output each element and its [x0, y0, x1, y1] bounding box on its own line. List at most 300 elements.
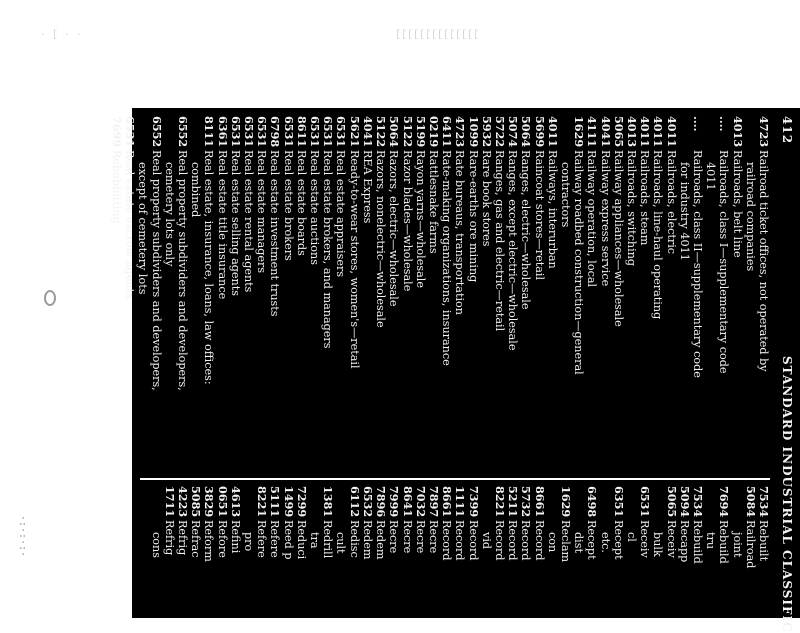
sic-code: 6531	[638, 486, 653, 518]
industry-description: Real estate appraisers	[334, 150, 348, 278]
sic-code: 5065	[611, 116, 626, 148]
industry-description: Real estate brokers	[281, 150, 295, 261]
index-entry	[651, 486, 664, 618]
sic-code: 5211	[506, 486, 521, 518]
index-entry	[730, 116, 743, 476]
sic-code: 6411	[440, 116, 455, 148]
sic-code: 6531	[281, 116, 296, 148]
index-entry	[163, 486, 176, 618]
index-entry	[585, 486, 598, 618]
sic-code: 5932	[479, 116, 494, 148]
industry-description: Railway roadbed construction—general	[572, 150, 586, 375]
industry-description: con	[545, 532, 559, 553]
industry-description: pro	[242, 532, 256, 552]
industry-description: Receiv	[664, 520, 678, 558]
index-entry	[281, 116, 294, 476]
industry-description: Rayon yarns—wholesale	[413, 150, 427, 288]
industry-description: Railroads, line-haul operating	[651, 150, 665, 320]
sic-code: 7896	[374, 486, 389, 518]
scan-mark-left: · [ · ·	[40, 30, 83, 41]
index-entry	[757, 486, 770, 618]
sic-code: 5122	[400, 116, 415, 148]
industry-description: Railroads, class I—supplementary code	[717, 150, 731, 374]
sic-code: 7399	[466, 486, 481, 518]
sic-code: 8221	[255, 486, 270, 518]
industry-description: Railroads, switching	[624, 150, 638, 267]
sic-code	[242, 486, 255, 520]
index-entry	[598, 116, 611, 476]
industry-description: Recre	[387, 520, 401, 554]
industry-description: Refrig	[176, 520, 190, 556]
sic-code: 6112	[347, 486, 362, 518]
index-entry	[268, 486, 281, 618]
sic-code: 0651	[215, 486, 230, 518]
sic-code: 7699	[110, 116, 125, 148]
industry-description: Recre	[413, 520, 427, 554]
industry-description: Railroads, belt line	[730, 150, 744, 258]
industry-description: Real estate brokers, and managers	[321, 150, 335, 349]
sic-code: 5111	[268, 486, 283, 518]
sic-code: 1099	[466, 116, 481, 148]
index-entry	[229, 486, 242, 618]
sic-code: 4111	[585, 116, 600, 148]
industry-description: combined	[189, 162, 203, 218]
sic-code: 1629	[572, 116, 587, 148]
sic-code	[189, 116, 202, 150]
industry-description: tra	[308, 532, 322, 549]
industry-description: joint	[730, 532, 744, 558]
index-entry	[664, 486, 677, 618]
index-entry	[163, 116, 176, 476]
index-entry	[202, 486, 215, 618]
index-entry	[255, 486, 268, 618]
industry-description: Reed p	[281, 520, 295, 560]
industry-description: cl	[624, 532, 638, 542]
index-column-left	[110, 116, 770, 476]
industry-description: Railway operation, local	[585, 150, 599, 288]
index-entry	[493, 116, 506, 476]
industry-description: Railroads, class II—supplementary code	[690, 150, 704, 378]
sic-code: 7534	[757, 486, 771, 518]
industry-description: Recept	[585, 520, 599, 560]
sic-code: 4223	[176, 486, 191, 518]
industry-description: Rattlesnake farms	[426, 150, 440, 254]
sic-code	[572, 486, 585, 520]
industry-description: contractors	[558, 162, 572, 228]
industry-description: Rate-making organizations, insurance	[440, 150, 454, 366]
index-entry	[215, 486, 228, 618]
page-number: 412	[780, 116, 794, 145]
index-entry	[176, 486, 189, 618]
index-entry	[612, 116, 625, 476]
index-entry	[440, 116, 453, 476]
index-entry	[572, 116, 585, 476]
page-header	[776, 116, 794, 633]
index-entry	[480, 486, 493, 618]
index-entry	[321, 486, 334, 618]
sic-code: 1629	[558, 486, 573, 518]
sic-code	[480, 486, 493, 520]
industry-description: Real estate rental agents	[242, 150, 256, 293]
index-entry	[625, 116, 638, 476]
sic-code: ....	[690, 116, 705, 132]
index-entry	[532, 486, 545, 618]
index-entry	[440, 486, 453, 618]
industry-description: Record	[519, 520, 533, 561]
index-entry	[691, 116, 704, 476]
industry-description: Real estate boards	[294, 150, 308, 256]
index-entry	[123, 116, 136, 476]
index-entry	[242, 116, 255, 476]
industry-description: Reduci	[294, 520, 308, 560]
index-entry	[308, 486, 321, 618]
industry-description: Ranges, gas and electric—retail	[492, 150, 506, 332]
sic-code: 5199	[413, 116, 428, 148]
index-entry	[678, 486, 691, 618]
index-entry	[176, 116, 189, 476]
industry-description: Receiv	[638, 520, 652, 558]
industry-description: Razors, nonelectric—wholesale	[374, 150, 388, 328]
industry-description: Reform	[202, 520, 216, 562]
industry-description: railroad companies	[743, 162, 757, 272]
sic-code	[149, 486, 162, 520]
running-head: STANDARD INDUSTRIAL CLASSIFIC	[780, 356, 794, 633]
index-entry	[334, 486, 347, 618]
industry-description: vid	[479, 532, 493, 550]
sic-code: 7534	[690, 486, 705, 518]
sic-code: 6531	[321, 116, 336, 148]
industry-description: Record	[466, 520, 480, 561]
index-entry	[453, 116, 466, 476]
sic-code: 4041	[360, 116, 375, 148]
index-entry	[625, 486, 638, 618]
index-entry	[546, 486, 559, 618]
industry-description: Refini	[228, 520, 242, 554]
index-entry	[400, 486, 413, 618]
sic-code	[730, 486, 743, 520]
index-entry	[757, 116, 770, 476]
sic-code	[704, 116, 717, 150]
sic-code	[651, 486, 664, 520]
sic-code: 6552	[149, 116, 164, 148]
industry-description: for industry 4011	[677, 162, 691, 261]
index-entry	[572, 486, 585, 618]
index-entry	[255, 116, 268, 476]
index-entry	[295, 116, 308, 476]
industry-description: Real property subdividers and developers,	[176, 150, 190, 391]
index-entry	[334, 116, 347, 476]
rotated-page-content	[110, 108, 800, 633]
sic-code: 5732	[519, 486, 534, 518]
index-entry	[281, 486, 294, 618]
industry-description: Razors, electric—wholesale	[387, 150, 401, 307]
index-entry	[361, 486, 374, 618]
index-entry	[704, 486, 717, 618]
scanned-page	[110, 108, 800, 633]
sic-code: 5699	[532, 116, 547, 148]
industry-description: Redrill	[321, 520, 335, 559]
industry-description: Ranges, electric—wholesale	[519, 150, 533, 310]
sic-code: 7694	[717, 486, 732, 518]
industry-description: Rare book stores	[479, 150, 493, 247]
sic-code: 7032	[413, 486, 428, 518]
index-entry	[414, 116, 427, 476]
sic-code: 8611	[294, 116, 309, 148]
sic-code: 5085	[189, 486, 204, 518]
sic-code	[546, 486, 559, 520]
sic-code	[163, 116, 176, 150]
industry-description: bulk	[651, 532, 665, 557]
sic-code: 5084	[743, 486, 758, 518]
sic-code: 7299	[294, 486, 309, 518]
industry-description: Railway express service	[598, 150, 612, 287]
index-entry	[678, 116, 691, 476]
index-entry	[149, 116, 162, 476]
sic-code	[308, 486, 321, 520]
index-entry	[744, 116, 757, 476]
industry-description: Refrig	[162, 520, 176, 556]
index-entry	[559, 486, 572, 618]
scan-side-smudge: ·:·:·:·	[17, 515, 28, 558]
sic-code	[136, 116, 149, 150]
index-entry	[519, 486, 532, 618]
index-entry	[268, 116, 281, 476]
index-entry	[295, 486, 308, 618]
index-entry	[519, 116, 532, 476]
sic-code: 6798	[268, 116, 283, 148]
sic-code: 5621	[347, 116, 362, 148]
industry-description: Railroad ticket offices, not operated by	[757, 150, 770, 372]
sic-code: 6531	[255, 116, 270, 148]
sic-code: 8661	[440, 486, 455, 518]
industry-description: Record	[440, 520, 454, 561]
column-divider	[140, 478, 770, 480]
index-entry	[387, 486, 400, 618]
industry-description: dist	[572, 532, 586, 553]
sic-code: 4011	[664, 116, 679, 148]
sic-code: 5064	[387, 116, 402, 148]
sic-code: 6531	[334, 116, 349, 148]
index-entry	[717, 116, 730, 476]
industry-description: Recapp	[677, 520, 691, 563]
index-entry	[414, 486, 427, 618]
industry-description: Real estate investment trusts	[268, 150, 282, 317]
industry-description: Ranges, except electric—wholesale	[506, 150, 520, 351]
sic-code: 5064	[519, 116, 534, 148]
sic-code: 5094	[677, 486, 692, 518]
industry-description: Rebuild	[690, 520, 704, 564]
index-entry	[532, 116, 545, 476]
index-entry	[242, 486, 255, 618]
industry-description: Redem	[360, 520, 374, 560]
industry-description: tru	[704, 532, 718, 550]
industry-description: Real estate auctions	[308, 150, 322, 265]
index-entry	[638, 486, 651, 618]
index-entry	[387, 116, 400, 476]
industry-description: Recept	[611, 520, 625, 560]
index-entry	[149, 486, 162, 618]
scan-top-marks	[40, 30, 560, 46]
sic-code: 6532	[360, 486, 375, 518]
sic-code: 7999	[387, 486, 402, 518]
sic-code: 4013	[730, 116, 745, 148]
sic-code: 8641	[400, 486, 415, 518]
industry-description: Redisc	[347, 520, 361, 558]
index-entry	[136, 116, 149, 476]
index-entry	[612, 486, 625, 618]
index-entry	[466, 116, 479, 476]
index-entry	[361, 116, 374, 476]
industry-description: Refrac	[189, 520, 203, 558]
index-entry	[229, 116, 242, 476]
sic-code: 4613	[228, 486, 243, 518]
sic-code: 5074	[506, 116, 521, 148]
index-entry	[215, 116, 228, 476]
sic-code: 1711	[162, 486, 177, 518]
index-entry	[110, 116, 123, 476]
index-entry	[598, 486, 611, 618]
sic-code: 1499	[281, 486, 296, 518]
industry-description: Record	[532, 520, 546, 561]
scan-mark-center: [[[[[[[[[[[[[[	[395, 30, 480, 41]
index-entry	[480, 116, 493, 476]
industry-description: Real property subdividers and developers,	[149, 150, 163, 391]
industry-description: Real estate escrow agents	[123, 150, 137, 299]
industry-description: Record	[453, 520, 467, 561]
sic-code: 8111	[202, 116, 217, 148]
industry-description: Razor blades—wholesale	[400, 150, 414, 292]
industry-description: Refere	[255, 520, 269, 558]
industry-description: Recre	[426, 520, 440, 554]
index-entry	[400, 116, 413, 476]
industry-description: Rebuild	[717, 520, 731, 564]
industry-description: Rebabbitting	[110, 150, 124, 224]
sic-code: 4723	[757, 116, 771, 148]
sic-code: 6531	[308, 116, 323, 148]
index-entry	[638, 116, 651, 476]
sic-code: 3829	[202, 486, 217, 518]
sic-code	[678, 116, 691, 150]
index-entry	[189, 116, 202, 476]
index-entry	[321, 116, 334, 476]
sic-code: 5722	[492, 116, 507, 148]
industry-description: Real estate, insurance, loans, law offices:	[202, 150, 216, 385]
sic-code: 8661	[532, 486, 547, 518]
index-entry	[348, 486, 361, 618]
industry-description: Rate bureaus, transportation	[453, 150, 467, 315]
industry-description: Raincoat stores—retail	[532, 150, 546, 281]
index-entry	[466, 486, 479, 618]
sic-code: 6531	[123, 116, 138, 148]
sic-code: 4011	[651, 116, 666, 148]
industry-description: Refore	[215, 520, 229, 558]
index-entry	[427, 116, 440, 476]
sic-code: 6531	[228, 116, 243, 148]
industry-description: 4011	[704, 162, 718, 191]
index-entry	[744, 486, 757, 618]
sic-code: 4011	[638, 116, 653, 148]
sic-code: 8221	[492, 486, 507, 518]
industry-description: Record	[492, 520, 506, 561]
industry-description: Railroads, steam	[638, 150, 652, 246]
index-column-right	[149, 486, 770, 618]
industry-description: Rebuilt	[757, 520, 770, 562]
industry-description: Recre	[400, 520, 414, 554]
sic-code: 0219	[426, 116, 441, 148]
index-entry	[730, 486, 743, 618]
sic-code: 6351	[611, 486, 626, 518]
index-entry	[189, 486, 202, 618]
sic-code: ....	[717, 116, 732, 132]
sic-code	[744, 116, 757, 150]
industry-description: Ready-to-wear stores, women's—retail	[347, 150, 361, 369]
sic-code: 6498	[585, 486, 600, 518]
industry-description: REA Express	[360, 150, 374, 224]
index-entry	[664, 116, 677, 476]
sic-code	[598, 486, 611, 520]
sic-code: 1111	[453, 486, 468, 518]
industry-description: Redem	[374, 520, 388, 560]
industry-description: cemetery lots only	[162, 162, 176, 267]
sic-code: 6531	[242, 116, 257, 148]
sic-code: 7897	[426, 486, 441, 518]
sic-code: 1381	[321, 486, 336, 518]
industry-description: cult	[334, 532, 348, 554]
index-entry	[374, 116, 387, 476]
sic-code	[334, 486, 347, 520]
index-entry	[651, 116, 664, 476]
index-entry	[506, 116, 519, 476]
index-entry	[374, 486, 387, 618]
sic-code: 5065	[664, 486, 679, 518]
index-entry	[704, 116, 717, 476]
industry-description: Railways, interurban	[545, 150, 559, 269]
index-entry	[453, 486, 466, 618]
industry-description: Railroads, electric	[664, 150, 678, 255]
index-entry	[546, 116, 559, 476]
sic-code: 4013	[624, 116, 639, 148]
sic-code	[704, 486, 717, 520]
sic-code: 5122	[374, 116, 389, 148]
industry-description: Record	[506, 520, 520, 561]
index-entry	[691, 486, 704, 618]
index-entry	[427, 486, 440, 618]
industry-description: Rare-earths ore mining	[466, 150, 480, 283]
sic-code: 4723	[453, 116, 468, 148]
index-entry	[202, 116, 215, 476]
index-entry	[506, 486, 519, 618]
index-entry	[308, 116, 321, 476]
industry-description: Reclam	[558, 520, 572, 563]
industry-description: except of cemetery lots	[136, 162, 150, 295]
index-entry	[585, 116, 598, 476]
industry-description: Real estate managers	[255, 150, 269, 274]
industry-description: Refere	[268, 520, 282, 558]
index-entry	[559, 116, 572, 476]
index-entry	[348, 116, 361, 476]
sic-code: 4011	[545, 116, 560, 148]
punch-hole-mark	[44, 290, 56, 306]
index-entry	[717, 486, 730, 618]
sic-code: 6361	[215, 116, 230, 148]
sic-code	[625, 486, 638, 520]
industry-description: Real estate selling agents	[228, 150, 242, 296]
sic-code: 6552	[176, 116, 191, 148]
industry-description: cons	[149, 532, 163, 558]
industry-description: etc.	[598, 532, 612, 553]
sic-code	[559, 116, 572, 150]
industry-description: Railway appliances—wholesale	[611, 150, 625, 327]
